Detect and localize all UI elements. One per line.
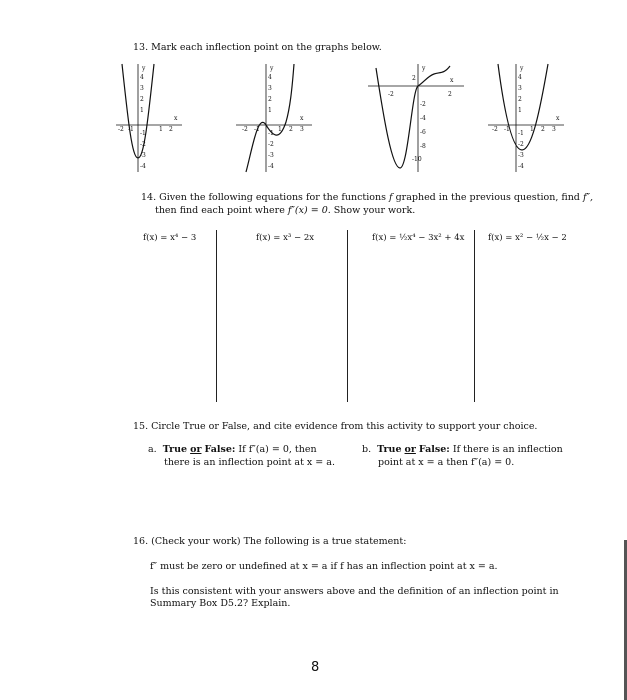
question-15a-line-2: there is an inflection point at x = a.	[164, 457, 335, 468]
svg-text:-4: -4	[140, 163, 146, 170]
graph-4	[486, 60, 566, 175]
svg-text:-1: -1	[268, 130, 274, 137]
svg-text:-1: -1	[504, 126, 510, 133]
svg-text:2: 2	[140, 96, 144, 103]
svg-text:1: 1	[530, 126, 534, 133]
question-16-prompt-1: Is this consistent with your answers above and the definition of an inflection point in	[150, 586, 559, 597]
x-label: x	[174, 115, 178, 122]
question-16-title: 16. (Check your work) The following is a true statement:	[133, 536, 407, 547]
y-label: y	[270, 65, 274, 72]
y-label: y	[142, 65, 146, 72]
question-15-title: 15. Circle True or False, and cite evidence from this activity to support your choice.	[133, 421, 538, 432]
svg-text:2: 2	[448, 91, 452, 98]
svg-text:-2: -2	[118, 126, 124, 133]
equation-4: f(x) = x² − ½x − 2	[488, 233, 567, 243]
svg-text:-3: -3	[140, 152, 146, 159]
graph-2	[234, 60, 314, 175]
x-label: x	[450, 77, 454, 84]
y-label: y	[422, 65, 426, 72]
svg-text:-2: -2	[268, 141, 274, 148]
svg-text:-10: -10	[412, 156, 422, 163]
svg-text:3: 3	[140, 85, 144, 92]
svg-text:-2: -2	[140, 141, 146, 148]
svg-text:4: 4	[140, 74, 144, 81]
svg-text:-3: -3	[518, 152, 524, 159]
svg-text:2: 2	[412, 75, 416, 82]
svg-text:1: 1	[518, 107, 522, 114]
svg-text:-2: -2	[388, 91, 394, 98]
svg-text:2: 2	[518, 96, 522, 103]
svg-text:-2: -2	[242, 126, 248, 133]
question-14-line-1: 14. Given the following equations for the functions f graphed in the previous question, find f″,	[141, 192, 594, 203]
svg-text:-8: -8	[420, 143, 426, 150]
svg-text:-1: -1	[140, 130, 146, 137]
svg-text:3: 3	[518, 85, 522, 92]
svg-text:1: 1	[278, 126, 282, 133]
svg-text:-1: -1	[128, 126, 134, 133]
question-16-prompt-2: Summary Box D5.2? Explain.	[150, 598, 291, 609]
column-divider-3	[474, 230, 475, 402]
svg-text:-1: -1	[518, 130, 524, 137]
svg-text:-2: -2	[420, 101, 426, 108]
svg-text:2: 2	[169, 126, 173, 133]
svg-text:2: 2	[541, 126, 545, 133]
svg-text:-2: -2	[492, 126, 498, 133]
svg-text:2: 2	[289, 126, 293, 133]
svg-text:-4: -4	[268, 163, 274, 170]
equation-2: f(x) = x³ − 2x	[256, 233, 315, 243]
question-15a: a. True or False: If f″(a) = 0, then	[148, 444, 317, 455]
x-label: x	[556, 115, 560, 122]
graph-3	[366, 60, 466, 175]
svg-text:3: 3	[300, 126, 304, 133]
equation-3: f(x) = ½x⁴ − 3x² + 4x	[372, 233, 465, 243]
column-divider-2	[347, 230, 348, 402]
y-label: y	[520, 65, 524, 72]
svg-text:4: 4	[518, 74, 522, 81]
equation-1: f(x) = x⁴ − 3	[143, 233, 197, 243]
question-16-statement: f″ must be zero or undefined at x = a if f has an inflection point at x = a.	[150, 561, 498, 572]
svg-text:4: 4	[268, 74, 272, 81]
svg-text:-6: -6	[420, 129, 426, 136]
question-15b: b. True or False: If there is an inflection	[362, 444, 563, 455]
svg-text:2: 2	[268, 96, 272, 103]
svg-text:3: 3	[552, 126, 556, 133]
column-divider-1	[216, 230, 217, 402]
svg-text:-1: -1	[254, 126, 260, 133]
svg-text:1: 1	[159, 126, 163, 133]
curve	[498, 64, 548, 150]
question-13-title: 13. Mark each inflection point on the graphs below.	[133, 42, 382, 53]
svg-text:3: 3	[268, 85, 272, 92]
question-15b-line-2: point at x = a then f″(a) = 0.	[378, 457, 515, 468]
question-14-line-2: then find each point where f″(x) = 0. Show your work.	[155, 205, 416, 216]
graph-1	[114, 60, 184, 175]
svg-text:-4: -4	[420, 115, 426, 122]
svg-text:-4: -4	[518, 163, 524, 170]
page-number: 8	[311, 660, 320, 675]
svg-text:1: 1	[268, 107, 272, 114]
svg-text:-2: -2	[518, 141, 524, 148]
x-label: x	[300, 115, 304, 122]
svg-text:-3: -3	[268, 152, 274, 159]
svg-text:1: 1	[140, 107, 144, 114]
